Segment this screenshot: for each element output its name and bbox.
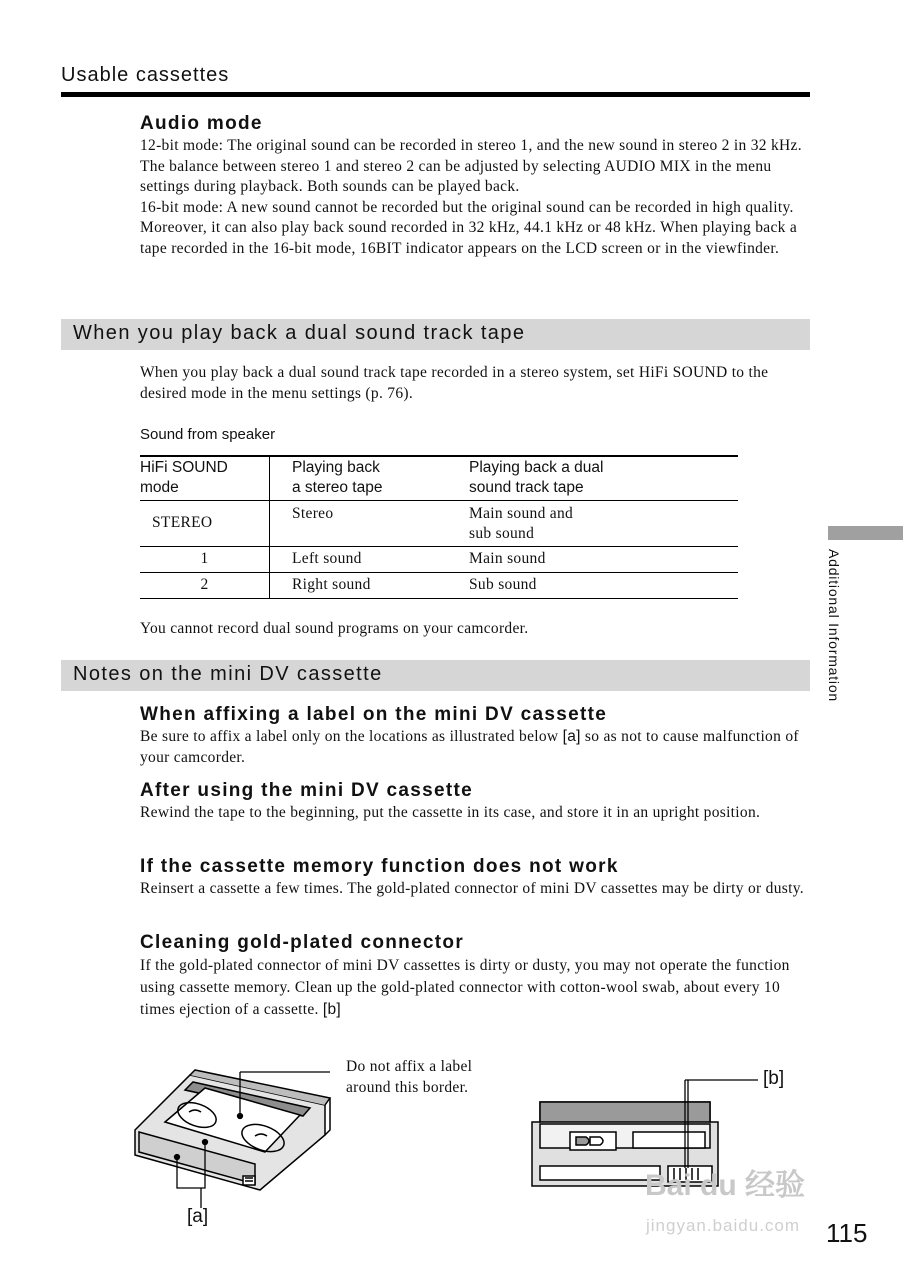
table-caption: Sound from speaker bbox=[140, 426, 276, 443]
note-text: If the gold-plated connector of mini DV cassettes is dirty or dusty, you may not operate the function using cassette memory. Clean up the gold-plated connector with cotton-wool swab, about every 10 times ejection of a cassette. [b] bbox=[140, 957, 790, 1018]
note-heading: Cleaning gold-plated connector bbox=[140, 932, 465, 953]
page-header-title: Usable cassettes bbox=[61, 64, 230, 86]
watermark-url: jingyan.baidu.com bbox=[646, 1216, 801, 1235]
section-title-notes: Notes on the mini DV cassette bbox=[73, 663, 383, 685]
note-heading: If the cassette memory function does not work bbox=[140, 856, 619, 877]
section-title-dual-sound: When you play back a dual sound track tape bbox=[73, 322, 526, 344]
table-cell-stereo-tape: Left sound bbox=[292, 550, 362, 567]
cassette-front-illustration bbox=[125, 1060, 355, 1210]
ref-b: [b] bbox=[322, 1001, 342, 1018]
section-bar-dual-sound bbox=[61, 319, 810, 350]
table-cell-mode: 1 bbox=[140, 547, 270, 573]
dual-sound-intro: When you play back a dual sound track tape recorded in a stereo system, set HiFi SOUND to the desired mode in the menu settings (p. 76). bbox=[140, 364, 769, 402]
table-cell-stereo-tape: Stereo bbox=[292, 505, 334, 522]
table-cell-mode: 2 bbox=[140, 573, 270, 599]
header-rule bbox=[61, 92, 810, 97]
figure-callout: Do not affix a label around this border. bbox=[346, 1058, 473, 1096]
note-heading: After using the mini DV cassette bbox=[140, 780, 474, 801]
table-cell-dual-tape: Main sound and sub sound bbox=[469, 505, 574, 542]
figure-label-a: [a] bbox=[187, 1206, 209, 1227]
note-text: Rewind the tape to the beginning, put the cassette in its case, and store it in an upright position. bbox=[140, 804, 761, 821]
audio-mode-para-12bit: 12-bit mode: The original sound can be recorded in stereo 1, and the new sound in stereo 2 in 32 kHz. The balance between stereo 1 and stereo 2 can be adjusted by selecting AUDIO MIX in the menu settings during playback. Both sounds can be played back. bbox=[140, 137, 802, 195]
figure-label-b: [b] bbox=[763, 1068, 785, 1089]
note-text: Be sure to affix a label only on the locations as illustrated below [a] so as not to cause malfunction of your camcorder. bbox=[140, 728, 799, 766]
side-tab-marker bbox=[828, 526, 903, 540]
audio-mode-section bbox=[140, 112, 812, 259]
table-header-stereo-tape: Playing back a stereo tape bbox=[292, 459, 383, 496]
audio-mode-para-16bit: 16-bit mode: A new sound cannot be recorded but the original sound can be recorded in high quality. Moreover, it can also play back sound recorded in 32 kHz, 44.1 kHz or 48 kHz. When playing back a tape recorded in the 16-bit mode, 16BIT indicator appears on the LCD screen or in the viewfinder. bbox=[140, 198, 798, 257]
watermark-logo: Bai du 经验 bbox=[645, 1169, 806, 1202]
dual-sound-note: You cannot record dual sound programs on your camcorder. bbox=[140, 620, 529, 637]
sound-table bbox=[140, 455, 738, 599]
note-item-cleaning bbox=[140, 931, 812, 1021]
note-heading: When affixing a label on the mini DV cassette bbox=[140, 704, 608, 725]
ref-a: [a] bbox=[562, 728, 581, 745]
section-bar-notes bbox=[61, 660, 810, 691]
table-cell-stereo-tape: Right sound bbox=[292, 576, 371, 593]
table-row bbox=[140, 501, 738, 547]
note-item-label bbox=[140, 703, 812, 768]
table-cell-mode: STEREO bbox=[140, 501, 270, 547]
side-tab-label: Additional Information bbox=[826, 549, 842, 703]
table-cell-dual-tape: Main sound bbox=[469, 550, 546, 567]
note-item-after-use bbox=[140, 779, 812, 824]
table-cell-dual-tape: Sub sound bbox=[469, 576, 537, 593]
page-number: 115 bbox=[826, 1218, 868, 1248]
table-header-row bbox=[140, 455, 738, 501]
table-header-dual-tape: Playing back a dual sound track tape bbox=[469, 459, 604, 496]
note-item-memory bbox=[140, 855, 812, 900]
note-text: Reinsert a cassette a few times. The gold-plated connector of mini DV cassettes may be dirty or dusty. bbox=[140, 880, 804, 897]
audio-mode-heading: Audio mode bbox=[140, 113, 263, 134]
table-header-mode: HiFi SOUND mode bbox=[140, 455, 270, 501]
table-row bbox=[140, 573, 738, 599]
table-row bbox=[140, 547, 738, 573]
